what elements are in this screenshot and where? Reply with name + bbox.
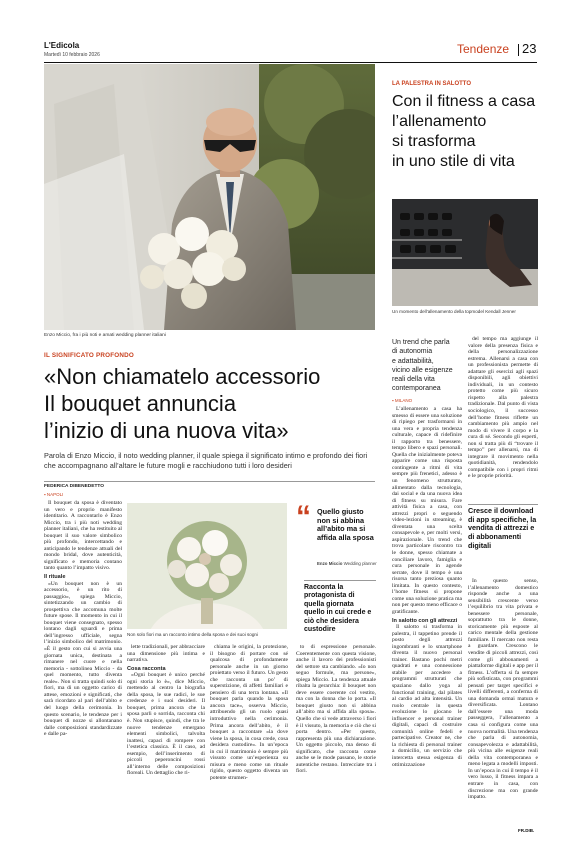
paragraph: chiama le origini, la protezione, il bisogno di portare con sé qualcosa di profondamente personale anche in un giorno proiettato verso il futuro. Un gesto che racconta un po’ di superstizione, di affetti familiari e pensiero di una terra lontana. «Il bouquet parla quando la sposa ancora tace», osserva Miccio, attribuendo gli un ruolo quasi introduttivo nella cerimonia. Prima ancora dell’abito, è il bouquet a raccontare «la dove viene la sposa, in cosa crede, cosa desidera custodire». In un’epoca in cui il matrimonio è sempre più vissuto come un’esperienza su misura e meno come un rituale rigido, questo oggetto diventa un potente strumen-	[210, 644, 288, 781]
dateline-text: NAPOLI	[46, 492, 64, 497]
sidebar-box-headline: Cresce il download di app specifiche, la vendita di attrezzi e di abbonamenti digitali	[468, 506, 537, 550]
paragraph: Il salotto si trasforma in palestra, il tappetino prende il posto degli attrezzi ingombranti e lo smartphone diventa il nuovo personal trainer. Bastano pochi metri quadrati e una connessione stabile per accedere a programmi strutturati che spaziano dallo yoga al functional training, dal pilates al cardio ad alta intensità. Un ruolo centrale in questa evoluzione lo giocano le influencer e personal trainer digitali, capaci di costruire comunità online fedeli e partecipative. Creator ne, che la richiesta di personal trainer a domicilio, un servizio che intercetta stessa esigenza di ottimizzazione	[392, 624, 462, 768]
masthead-date: Martedì 10 febbraio 2026	[44, 52, 100, 58]
paragraph: In questo senso, l’allenamento domestico risponde anche a una sensibilità crescente verso l’equilibrio tra vita privata e benessere personale, soprattutto tra le donne, storicamente più esposte al carico mentale della gestione familiare. Il mercato non resta a guardare. Crescono le vendite di piccoli attrezzi, così come gli abbonamenti a piattaforme digitali e app per il fitness. L’offerta si fa sempre più sofisticata, con programmi pensati per target specifici e livelli differenti, a conferma di una domanda ormai matura e diversificata. Lontano dall’essere una moda passeggera, l’allenamento a casa si configura come una nuova normalità. Una tendenza che parla di autonomia, consapevolezza e adattabilità, più vicina alle esigenze reali della vita contemporanea e meno legata a modelli imposti. In un’epoca in cui il tempo è il vero lusso, il fitness impara a entrare in casa, con discrezione ma con grande impatto.	[468, 578, 538, 801]
sidebar-headline-line-2: l’allenamento	[392, 113, 487, 130]
sidebar-photo-caption: Un momento dell’allenamento della topmodel Kendall Jenner	[392, 309, 516, 314]
main-photo	[44, 64, 375, 330]
headline-line-2: Il bouquet annuncia	[44, 391, 237, 416]
masthead-separator	[518, 44, 519, 56]
pull-quote-text: Quello giusto non si abbina all’abito ma si affida alla sposa	[317, 507, 374, 542]
sidebar-headline-line-3: si trasforma	[392, 133, 476, 150]
article-column-3	[210, 644, 288, 835]
attribution-role: Wedding planner	[343, 561, 377, 566]
sidebar-headline-line-1: Con il fitness a casa	[392, 93, 536, 110]
masthead-logo: L'Edicola	[44, 41, 80, 50]
pull-quote-attribution	[317, 561, 377, 566]
article-deck: Parola di Enzo Miccio, il noto wedding planner, il quale spiega il significato intimo e profondo dei fiori che accompagnano all’altare le future mogli e racchiudono tutti i loro desideri	[44, 451, 368, 470]
paragraph: «Ogni bouquet è unico perché ogni storia lo è», dice Miccio, mettendo al centro la biografia della sposa, le sue radici, le sue credenze e i suoi desideri. Il bouquet, prima ancora che la sposa parli o sorrida, racconta chi è. Non stupisce, quindi, che tra le nuove tendenze emergano elementi simbolici, talvolta inattesi, capaci di rompere con l’estetica classica. È il caso, ad esempio, dell’inserimento di piccoli peperoncini rossi all’interno delle composizioni floreali. Un dettaglio che ri-	[127, 672, 205, 777]
paragraph: lette tradizionali, per abbracciare una dimensione più intima e narrativa.	[127, 644, 205, 664]
sidebar-deck-line-4: vicino alle esigenze	[392, 366, 453, 374]
masthead	[44, 41, 537, 63]
sidebar-deck	[392, 338, 462, 394]
paragraph: del tempo ma aggiunge il valore della presenza fisica e della personalizzazione estrema. Allenarsi a casa con un professionista permette di adattare gli esercizi agli spazi disponibili, agli obiettivi individuali, in un contesto protetto come più sicuro rispetto alla palestra tradizionale. Dal punto di vista sociologico, il successo dell’home fitness riflette un cambiamento più ampio nel modo di vivere il corpo e la cura di sé. Secondo gli esperti, non si tratta più di “trovare il tempo” per allenarsi, ma di integrare il movimento nella quotidianità, rendendolo compatibile con i propri ritmi e le proprie priorità.	[468, 336, 538, 480]
pull-quote	[296, 500, 377, 576]
headline-line-1: «Non chiamatelo accessorio	[44, 364, 321, 389]
article-kicker: IL SIGNIFICATO PROFONDO	[44, 352, 134, 359]
sidebar-deck-line-2: di autonomia	[392, 348, 433, 356]
sidebar-dateline: ▪ MILANO	[392, 398, 413, 403]
paragraph: L’allenamento a casa ha smesso di essere una soluzione di ripiego per trasformarsi in una vera e propria tendenza culturale, capace di ridefinire il rapporto tra benessere, tempo libero e spazi personali. Quella che inizialmente poteva apparire come una risposta contingente a ritmi di vita sempre più frenetici, adesso è un fenomeno strutturato, alimentato dalla tecnologia, dai social e da una nuova idea di fitness su misura. Fare attività fisica a casa, con attrezzi propri o seguendo video-lezioni in streaming, è diventata una scelta consapevole e, per molti versi, aspirazionale. Un trend che trova particolare riscontro tra le donne, spesso chiamate a conciliare lavoro, famiglia e cura personale in agende serrate, dove il tempo è una risorsa tanto preziosa quanto limitata. In questo contesto, l’home fitness si propone come una soluzione pratica ma non per questo meno efficace o gratificante.	[392, 406, 462, 615]
sidebar-dateline-text: MILANO	[394, 398, 413, 403]
sidebar-deck-line-6: contemporanea	[392, 385, 441, 393]
subheading: Il rituale	[44, 574, 66, 581]
article-column-2	[127, 644, 205, 835]
sidebar-headline-line-4: in uno stile di vita	[392, 153, 515, 170]
masthead-rule	[44, 62, 537, 63]
sidebar-deck-line-3: e adattabilità,	[392, 357, 434, 365]
main-photo-illustration	[44, 64, 375, 330]
sidebar-deck-line-5: reali della vita	[392, 376, 435, 384]
article-headline	[44, 363, 375, 444]
quote-mark-icon: “	[296, 500, 311, 533]
aside-rule	[304, 580, 376, 581]
byline-rule	[44, 481, 375, 482]
sidebar-column-3	[468, 578, 538, 830]
subheading: In salotto con gli attrezzi	[392, 617, 458, 624]
sidebar-photo-illustration	[392, 199, 538, 306]
bouquet-photo	[127, 503, 287, 629]
sidebar-column-1	[392, 406, 462, 835]
subheading: Cosa racconta	[127, 665, 166, 672]
bouquet-photo-caption: Non solo fiori ma un racconto intimo della sposa e dei suoi sogni	[127, 632, 258, 637]
section-label: Tendenze	[457, 42, 510, 56]
sidebar-box-rule	[468, 504, 538, 505]
byline: FEDERICA DIBENEDETTO	[44, 484, 104, 489]
headline-line-3: l’inizio di una nuova vita»	[44, 418, 289, 443]
aside-quote: Racconta la protagonista di quella giornata quello in cui crede e ciò che desidera custodire	[304, 584, 372, 634]
paragraph: Il bouquet da sposa è diventato un vero e proprio manifesto identitario. A raccontarlo è Enzo Miccio, tra i più noti wedding planner italiani, che ha restituito al bouquet il suo valore simbolico più profondo, intercettando e anticipando le tendenze attuali del mondo bridal, dove autenticità, significato e memoria contano tanto quanto l’impatto visivo.	[44, 500, 122, 572]
sidebar-photo	[392, 199, 538, 306]
sidebar-kicker: LA PALESTRA IN SALOTTO	[392, 81, 471, 87]
paragraph: «Un bouquet non è un accessorio, è un rito di passaggio», spiega Miccio, sintetizzando un cambio di prospettiva che accomuna molte future spose. Il momento in cui il bouquet viene consegnato, spesso lontano dagli sguardi e prima dell’ingresso ufficiale, segna l’inizio simbolico del matrimonio. «È il gesto con cui si avvia una giornata unica, destinata a rimanere nel cuore e nella memoria - sottolinea Miccio - da quel momento, tutto diventa reale». Non si tratta quindi solo di fiori, ma di un oggetto carico di attese, emozioni e significati, che sarà ricordato al pari dell’abito e del luogo della cerimonia. In questo scenario, le tendenze per i bouquet di nozze si allontanano dalle composizioni standardizzate e dalle pa-	[44, 580, 122, 738]
article-column-1	[44, 500, 122, 835]
sidebar-column-2	[468, 336, 538, 500]
article-column-4	[296, 644, 376, 835]
paragraph: to di espressione personale. Coerentemente con questa visione, anche il lavoro dei professionisti del settore sta cambiando. «Io non seguo formule, ma persone», spiega Miccio. La tendenza attuale ribalta la gerarchia: il bouquet non deve essere coerente col vestito, ma con la donna che lo porta. «Il bouquet giusto non si abbina all’abito ma si affida alla sposa». Quello che si vede attraverso i fiori è il vissuto, la memoria e ciò che si porta dentro. «Per questo, rappresenta più una dichiarazione. Un oggetto piccolo, ma denso di significato, che racconta come anche se le mode passano, le storie autentiche restano. Intrecciate tra i fiori.	[296, 644, 376, 775]
dateline: ▪ NAPOLI	[44, 492, 64, 497]
sidebar-deck-line-1: Un trend che parla	[392, 339, 450, 346]
main-photo-caption: Enzo Miccio, fra i più noti e amati wedding planner italiani	[44, 333, 166, 338]
bouquet-photo-illustration	[127, 503, 287, 629]
attribution-name: Enzo Miccio	[317, 561, 343, 566]
sidebar-headline	[392, 92, 540, 172]
page-number: 23	[522, 41, 537, 56]
sidebar-signature: FR.DIB.	[518, 828, 535, 833]
